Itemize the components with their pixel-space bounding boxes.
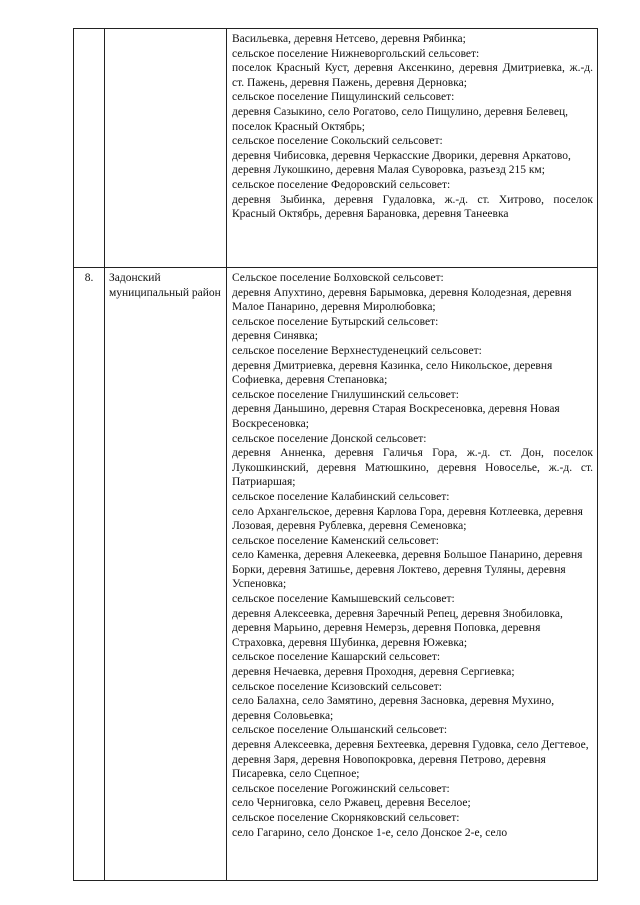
settlement-line: деревня Алексеевка, деревня Заречный Репец, деревня Знобиловка, деревня Марьино, деревня Немерзь, деревня Поповка, деревня Страховка, деревня Шубинка, деревня Южевка;: [232, 607, 563, 649]
settlement-line: деревня Нечаевка, деревня Проходня, деревня Сергиевка;: [232, 666, 515, 679]
settlement-line: деревня Зыбинка, деревня Гудаловка, ж.-д. ст. Хитрово, поселок Красный Октябрь, деревня Барановка, деревня Танеевка: [232, 193, 593, 221]
row-number-cell: [74, 29, 105, 268]
settlement-line: сельское поселение Рогожинский сельсовет:: [232, 782, 450, 795]
settlement-line: сельское поселение Бутырский сельсовет:: [232, 315, 439, 328]
settlement-line: поселок Красный Куст, деревня Аксенкино, деревня Дмитриевка, ж.-д. ст. Пажень, деревня Пажень, деревня Дерновка;: [232, 62, 593, 89]
settlement-line: сельское поселение Пищулинский сельсовет:: [232, 91, 455, 104]
settlement-line: сельское поселение Каменский сельсовет:: [232, 534, 439, 547]
region-name-cell: Задонский муниципальный район: [105, 268, 227, 881]
settlement-line: сельское поселение Верхнестуденецкий сельсовет:: [232, 344, 482, 357]
settlement-line: село Черниговка, село Ржавец, деревня Веселое;: [232, 797, 471, 810]
settlement-line: сельское поселение Кашарский сельсовет:: [232, 651, 441, 664]
region-name-cell: [105, 29, 227, 268]
settlement-line: село Архангельское, деревня Карлова Гора, деревня Котлеевка, деревня Лозовая, деревня Рублевка, деревня Семеновка;: [232, 505, 583, 533]
settlement-line: сельское поселение Нижневоргольский сельсовет:: [232, 47, 480, 60]
settlement-line: сельское поселение Федоровский сельсовет:: [232, 178, 451, 191]
settlement-line: сельское поселение Скорняковский сельсовет:: [232, 811, 460, 824]
settlement-line: село Гагарино, село Донское 1-е, село Донское 2-е, село: [232, 826, 508, 839]
settlement-line: деревня Чибисовка, деревня Черкасские Дворики, деревня Аркатово, деревня Лукошкино, деревня Малая Суворовка, разъезд 215 км;: [232, 149, 571, 177]
settlement-line: сельское поселение Калабинский сельсовет:: [232, 490, 450, 503]
settlement-line: сельское поселение Сокольский сельсовет:: [232, 135, 443, 148]
table-row: [74, 268, 598, 881]
settlement-line: деревня Алексеевка, деревня Бехтеевка, деревня Гудовка, село Дегтевое, деревня Заря, деревня Новопокровка, деревня Петрово, деревня Писаревка, село Сцепное;: [232, 739, 589, 781]
settlement-line: село Каменка, деревня Алекеевка, деревня Большое Панарино, деревня Борки, деревня Затишье, деревня Локтево, деревня Туляны, деревня Успеновка;: [232, 549, 583, 591]
settlements-list-cell: [227, 268, 598, 881]
settlement-line: деревня Синявка;: [232, 330, 318, 343]
settlement-line: сельское поселение Донской сельсовет:: [232, 432, 427, 445]
settlements-list-cell: [227, 29, 598, 268]
settlement-line: Васильевка, деревня Нетсево, деревня Рябинка;: [232, 33, 466, 45]
settlement-line: деревня Сазыкино, село Рогатово, село Пищулино, деревня Белевец, поселок Красный Октябрь;: [232, 105, 568, 133]
settlement-line: сельское поселение Ольшанский сельсовет:: [232, 724, 448, 737]
settlement-line: сельское поселение Ксизовский сельсовет:: [232, 680, 442, 693]
settlement-line: сельское поселение Гнилушинский сельсовет:: [232, 388, 459, 401]
settlement-line: деревня Анненка, деревня Галичья Гора, ж.-д. ст. Дон, поселок Лукошкинский, деревня Матюшкино, деревня Новоселье, ж.-д. ст. Патриаршая;: [232, 447, 593, 489]
table-row: [74, 29, 598, 268]
settlements-table: [73, 28, 598, 881]
settlement-line: Сельское поселение Болховской сельсовет:: [232, 272, 444, 284]
settlement-line: сельское поселение Камышевский сельсовет:: [232, 593, 455, 606]
settlement-line: деревня Апухтино, деревня Барымовка, деревня Колодезная, деревня Малое Панарино, деревня Миролюбовка;: [232, 286, 572, 314]
settlement-line: село Балахна, село Замятино, деревня Засновка, деревня Мухино, деревня Соловьевка;: [232, 695, 555, 722]
settlement-line: деревня Даньшино, деревня Старая Воскресеновка, деревня Новая Воскресеновка;: [232, 403, 560, 430]
settlement-line: деревня Дмитриевка, деревня Казинка, село Никольское, деревня Софиевка, деревня Степановка;: [232, 359, 553, 387]
row-number-cell: 8.: [74, 268, 105, 881]
